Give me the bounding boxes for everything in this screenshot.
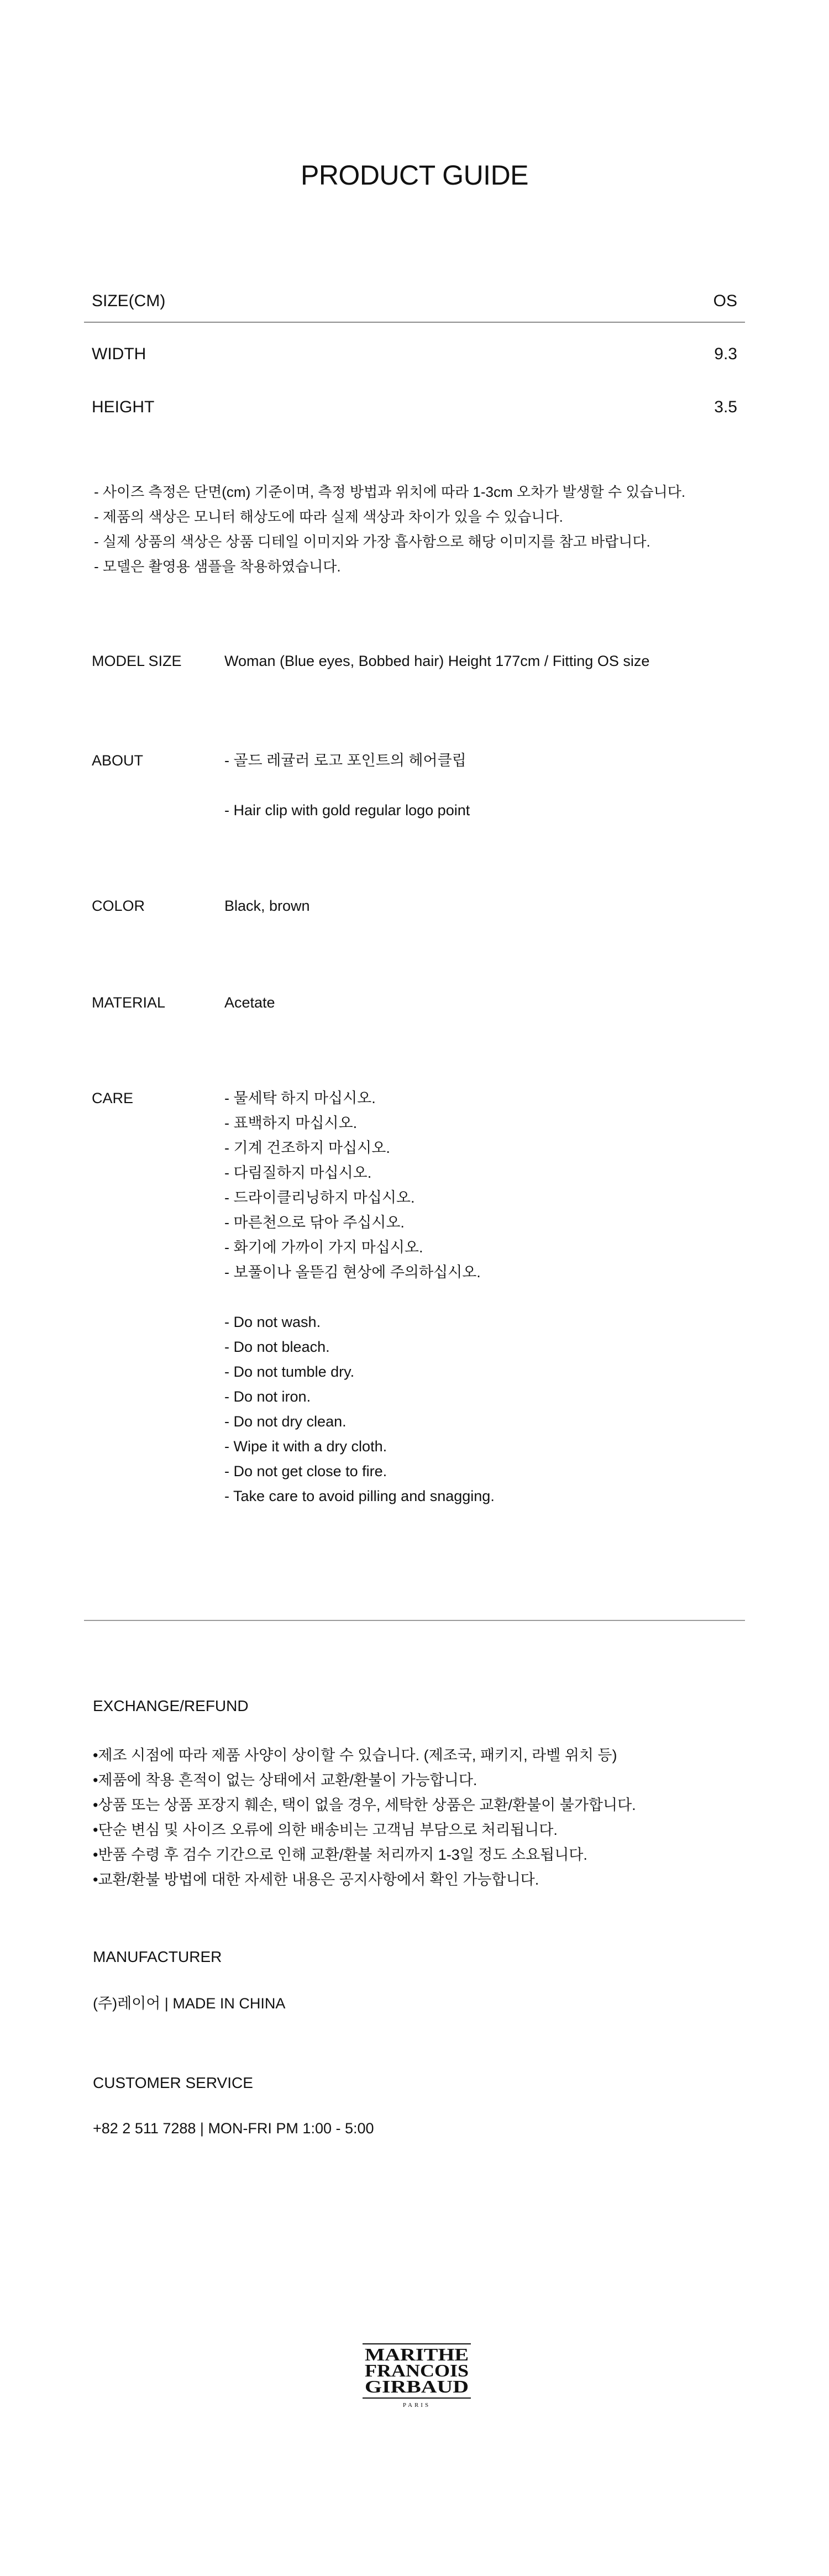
note-item: - 사이즈 측정은 단면(cm) 기준이며, 측정 방법과 위치에 따라 1-3cm 오차가 발생할 수 있습니다. <box>94 484 686 500</box>
material-value: Acetate <box>224 994 275 1011</box>
exchange-item: •제품에 착용 흔적이 없는 상태에서 교환/환불이 가능합니다. <box>93 1772 478 1788</box>
size-row-label: HEIGHT <box>92 398 155 416</box>
size-row-value: 9.3 <box>714 345 737 363</box>
about-en: - Hair clip with gold regular logo point <box>224 802 470 819</box>
model-size-value: Woman (Blue eyes, Bobbed hair) Height 177cm / Fitting OS size <box>224 653 650 669</box>
care-en-item: - Do not dry clean. <box>224 1413 347 1430</box>
logo-line-1: MARITHE <box>365 2344 469 2364</box>
care-ko-item: - 드라이클리닝하지 마십시오. <box>224 1189 415 1206</box>
color-label: COLOR <box>92 898 145 914</box>
model-size-label: MODEL SIZE <box>92 653 182 669</box>
model-size-section <box>92 649 649 674</box>
note-item: - 제품의 색상은 모니터 해상도에 따라 실제 색상과 차이가 있을 수 있습니다. <box>94 508 563 525</box>
care-ko-item: - 다림질하지 마십시오. <box>224 1164 372 1181</box>
color-section <box>92 894 310 919</box>
exchange-refund-section <box>93 1693 636 1892</box>
note-item: - 실제 상품의 색상은 상품 디테일 이미지와 가장 흡사함으로 해당 이미지를 참고 바랍니다. <box>94 533 650 550</box>
manufacturer-value: (주)레이어 | MADE IN CHINA <box>93 1995 286 2012</box>
size-header-value: OS <box>713 292 737 310</box>
exchange-item: •반품 수령 후 검수 기간으로 인해 교환/환불 처리까지 1-3일 정도 소요됩니다. <box>93 1846 587 1863</box>
color-value: Black, brown <box>224 898 310 914</box>
care-en-item: - Do not tumble dry. <box>224 1363 355 1380</box>
care-section <box>92 1086 495 1509</box>
logo-line-2: FRANCOIS <box>365 2360 469 2380</box>
care-en-item: - Do not wash. <box>224 1314 321 1330</box>
brand-logo <box>360 2342 473 2411</box>
customer-service-section <box>93 2070 374 2141</box>
size-row-height <box>84 398 745 417</box>
about-label: ABOUT <box>92 752 144 769</box>
customer-service-value: +82 2 511 7288 | MON-FRI PM 1:00 - 5:00 <box>93 2120 374 2137</box>
size-header-label: SIZE(CM) <box>92 292 166 310</box>
exchange-refund-list <box>93 1743 636 1892</box>
care-en-item: - Do not get close to fire. <box>224 1463 387 1480</box>
exchange-refund-title: EXCHANGE/REFUND <box>93 1697 249 1714</box>
size-row-label: WIDTH <box>92 345 146 363</box>
size-table-header <box>84 287 745 322</box>
section-divider <box>84 1620 745 1621</box>
page-title: PRODUCT GUIDE <box>300 160 529 191</box>
care-ko-item: - 표백하지 마십시오. <box>224 1115 358 1131</box>
care-ko-item: - 물세탁 하지 마십시오. <box>224 1090 376 1106</box>
exchange-item: •단순 변심 및 사이즈 오류에 의한 배송비는 고객님 부담으로 처리됩니다. <box>93 1822 558 1838</box>
care-en-item: - Take care to avoid pilling and snagging. <box>224 1488 495 1504</box>
logo-line-3: GIRBAUD <box>365 2376 469 2396</box>
manufacturer-title: MANUFACTURER <box>93 1948 222 1965</box>
care-ko-item: - 마른천으로 닦아 주십시오. <box>224 1214 405 1231</box>
care-en-item: - Wipe it with a dry cloth. <box>224 1438 387 1455</box>
care-en-item: - Do not iron. <box>224 1388 311 1405</box>
about-section <box>92 748 470 823</box>
exchange-item: •제조 시점에 따라 제품 사양이 상이할 수 있습니다. (제조국, 패키지, 라벨 위치 등) <box>93 1747 617 1764</box>
customer-service-title: CUSTOMER SERVICE <box>93 2074 253 2091</box>
about-ko: - 골드 레귤러 로고 포인트의 헤어클립 <box>224 752 466 769</box>
material-section <box>92 990 275 1015</box>
size-table <box>84 287 745 417</box>
care-ko-item: - 기계 건조하지 마십시오. <box>224 1140 390 1156</box>
exchange-item: •교환/환불 방법에 대한 자세한 내용은 공지사항에서 확인 가능합니다. <box>93 1871 539 1888</box>
care-ko-item: - 화기에 가까이 가지 마십시오. <box>224 1239 423 1256</box>
material-label: MATERIAL <box>92 994 166 1011</box>
logo-line-4: PARIS <box>402 2402 431 2409</box>
care-en-item: - Do not bleach. <box>224 1339 330 1355</box>
care-label: CARE <box>92 1090 134 1106</box>
exchange-item: •상품 또는 상품 포장지 훼손, 택이 없을 경우, 세탁한 상품은 교환/환불이 불가합니다. <box>93 1797 636 1813</box>
size-row-width <box>84 345 745 364</box>
manufacturer-section <box>93 1944 285 2016</box>
care-ko-item: - 보풀이나 올뜯김 현상에 주의하십시오. <box>224 1264 481 1281</box>
size-notes <box>94 480 685 579</box>
size-table-rule <box>84 322 745 323</box>
size-row-value: 3.5 <box>714 398 737 416</box>
note-item: - 모델은 촬영용 샘플을 착용하였습니다. <box>94 558 341 575</box>
